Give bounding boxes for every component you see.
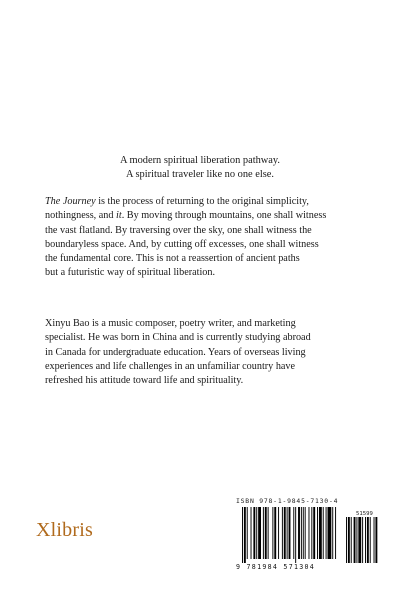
description-line-5: the fundamental core. This is not a reassertion of ancient paths <box>45 253 300 265</box>
barcode-bar <box>253 507 255 559</box>
barcode-addon-bar <box>348 517 350 563</box>
barcode-bar <box>313 507 315 559</box>
barcode-bar <box>247 507 248 559</box>
book-description <box>45 195 357 281</box>
barcode-bar <box>332 507 333 559</box>
barcode-addon-bar <box>354 517 356 563</box>
barcode-bar <box>317 507 318 559</box>
description-line-6: but a futuristic way of spiritual liberation. <box>45 267 216 279</box>
barcode-addon-bar <box>367 517 369 563</box>
barcode-addon-bar <box>346 517 347 563</box>
barcode-addon-bar <box>356 517 357 563</box>
price-code: 51599 <box>356 511 373 517</box>
bio-line: refreshed his attitude toward life and spirituality. <box>45 375 244 387</box>
book-title: The Journey <box>45 196 96 207</box>
barcode-bar <box>301 507 302 559</box>
barcode-addon-bar <box>370 517 371 563</box>
ean-number: 9 781984 571304 <box>236 563 316 571</box>
bio-line: Xinyu Bao is a music composer, poetry writer, and marketing <box>45 318 296 329</box>
barcode-bar <box>303 507 304 559</box>
barcode-bar <box>251 507 252 559</box>
barcode-bar <box>293 507 294 559</box>
barcode-bar <box>268 507 269 559</box>
barcode-bar <box>287 507 288 559</box>
isbn-label: ISBN 978-1-9845-7130-4 <box>236 497 339 505</box>
barcode-bar <box>274 507 276 559</box>
publisher-logo: Xlibris <box>36 519 93 541</box>
barcode-bar <box>258 507 261 559</box>
barcode-image <box>242 507 380 563</box>
barcode-bar <box>289 507 291 559</box>
barcode-bar <box>298 507 300 559</box>
barcode-addon-bar <box>358 517 361 563</box>
barcode-bar <box>263 507 264 559</box>
description-line-3: the vast flatland. By traversing over the sky, one shall witness the <box>45 224 312 236</box>
bio-line: experiences and life challenges in an unfamiliar country have <box>45 360 296 372</box>
barcode-bar <box>326 507 327 559</box>
barcode-bar <box>305 507 306 559</box>
barcode-bar <box>323 507 324 559</box>
barcode-addon-bar <box>351 517 352 563</box>
barcode-bar <box>256 507 257 559</box>
barcode-addon-bar <box>365 517 366 563</box>
barcode-bar <box>265 507 267 559</box>
barcode-bar <box>319 507 322 559</box>
barcode-bar <box>295 507 296 563</box>
barcode-bar <box>242 507 243 563</box>
barcode-bar <box>311 507 312 559</box>
description-line-2: nothingness, and it. By moving through mountains, one shall witness <box>45 210 327 222</box>
tagline <box>0 154 400 182</box>
barcode-bar <box>309 507 310 559</box>
barcode-addon-bar <box>362 517 363 563</box>
tagline-line-1: A modern spiritual liberation pathway. <box>119 155 281 166</box>
description-line-1: The Journey is the process of returning to the original simplicity, <box>45 196 309 207</box>
author-bio <box>45 317 357 388</box>
barcode-bar <box>328 507 332 559</box>
barcode-bar <box>244 507 246 563</box>
barcode-bar <box>278 507 279 559</box>
bio-line: in Canada for undergraduate education. Years of overseas living <box>45 346 306 358</box>
description-line-4: boundaryless space. And, by cutting off excesses, one shall witness <box>45 238 319 250</box>
barcode-bar <box>282 507 283 559</box>
isbn-barcode <box>236 497 380 569</box>
barcode-addon-bar <box>375 517 377 563</box>
tagline-line-2: A spiritual traveler like no one else. <box>125 169 275 180</box>
barcode-bar <box>335 507 336 559</box>
barcode-addon-bar <box>374 517 375 563</box>
barcode-bar <box>284 507 286 559</box>
bio-line: specialist. He was born in China and is currently studying abroad <box>45 332 311 344</box>
barcode-bar <box>272 507 273 559</box>
